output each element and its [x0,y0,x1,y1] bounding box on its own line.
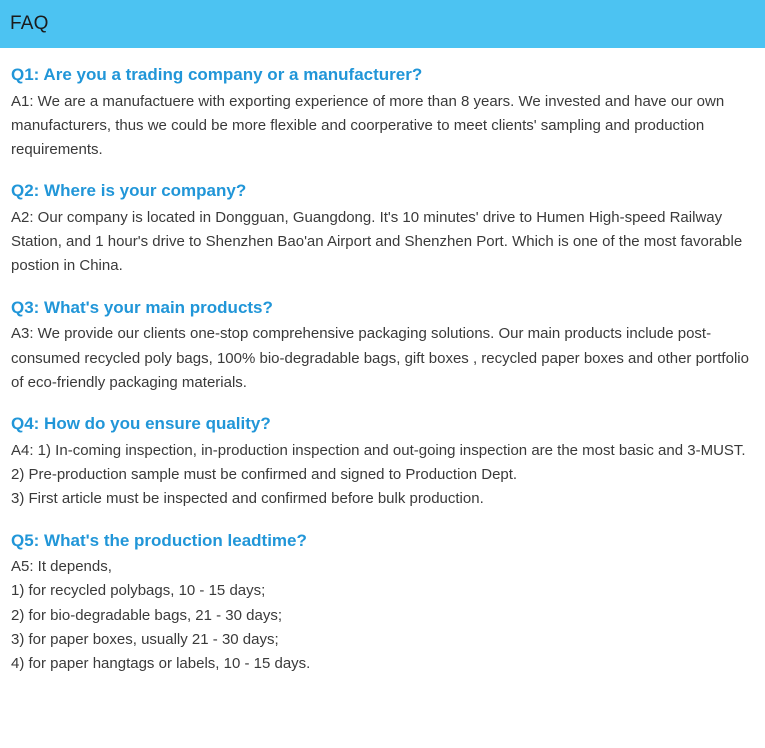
page-title: FAQ [10,13,49,34]
faq-answer-line: 4) for paper hangtags or labels, 10 - 15 days. [11,655,311,673]
faq-answer-line: A3: We provide our clients one-stop comprehensive packaging solutions. Our main products include post-consumed recycled poly bags, 100% bio-degradable bags, gift boxes , recycled paper boxes and other portfolio of eco-friendly packaging materials. [11,325,749,391]
faq-answer-3 [11,322,753,395]
faq-item-4 [11,411,753,511]
faq-answer-line: 1) for recycled polybags, 10 - 15 days; [11,582,266,600]
faq-question-5: Q5: What's the production leadtime? [11,530,307,550]
faq-item-1 [11,62,753,162]
faq-question-4: Q4: How do you ensure quality? [11,414,271,434]
faq-answer-line: 3) for paper boxes, usually 21 - 30 days; [11,630,279,648]
faq-header [0,0,765,48]
faq-answer-line: A5: It depends, [11,558,112,576]
faq-question-1: Q1: Are you a trading company or a manufacturer? [11,65,423,84]
faq-answer-5 [11,555,753,676]
faq-item-5 [11,528,753,677]
faq-answer-line: A2: Our company is located in Dongguan, Guangdong. It's 10 minutes' drive to Humen High-speed Railway Station, and 1 hour's drive to Shenzhen Bao'an Airport and Shenzhen Port. Which is one of the most favorable postion in China. [11,208,743,275]
faq-answer-line: A4: 1) In-coming inspection, in-production inspection and out-going inspection are the most basic and 3-MUST. [11,441,746,459]
faq-answer-line: 2) for bio-degradable bags, 21 - 30 days; [11,606,283,624]
faq-answer-line: 2) Pre-production sample must be confirmed and signed to Production Dept. [11,465,518,483]
faq-body [0,48,765,677]
faq-question-2: Q2: Where is your company? [11,181,247,201]
faq-question-3: Q3: What's your main products? [11,297,273,317]
faq-item-2 [11,178,753,278]
faq-answer-4 [11,439,753,512]
faq-answer-line: A1: We are a manufactuere with exporting experience of more than 8 years. We invested and have our own manufacturers, thus we could be more flexible and coorperative to meet clients' sampling and production requirements. [11,92,725,159]
faq-item-3 [11,295,753,395]
faq-answer-2 [11,206,753,279]
faq-answer-line: 3) First article must be inspected and confirmed before bulk production. [11,490,484,508]
faq-answer-1 [11,90,753,163]
